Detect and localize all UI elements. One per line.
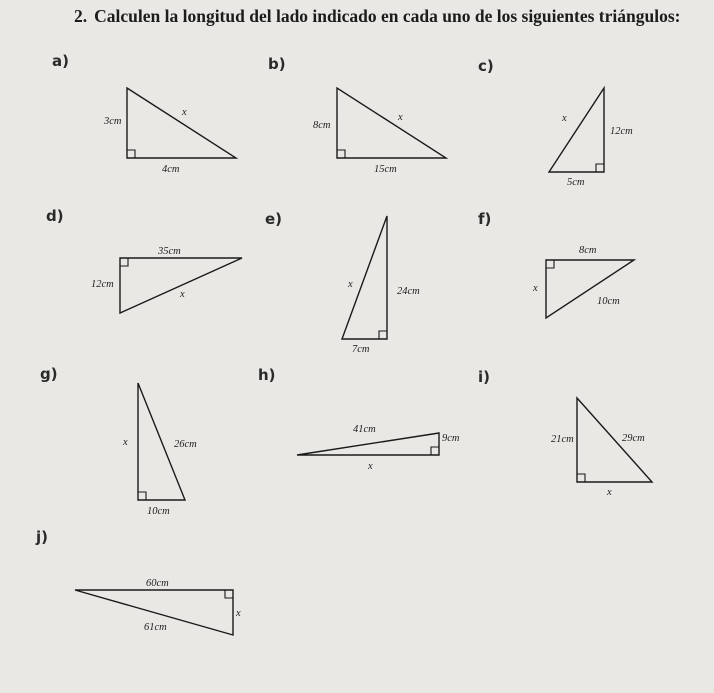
triangle-i [551,398,652,498]
problem-d-label: d) [46,207,64,225]
triangle-i-unknown: x [607,487,612,498]
triangle-f-right-angle-mark [546,260,554,268]
triangle-b-side-2: 15cm [374,164,397,175]
triangle-b-side-1: 8cm [313,120,331,131]
triangle-c-unknown: x [562,113,567,124]
triangle-c-side-1: 12cm [610,126,633,137]
triangle-i-side-1: 21cm [551,434,574,445]
triangle-b-shape [337,88,446,158]
triangle-h-side-2: 9cm [442,433,460,444]
problem-b-label: b) [268,55,286,73]
triangle-c-side-2: 5cm [567,177,585,188]
triangle-d-right-angle-mark [120,258,128,266]
triangle-f [532,245,634,318]
triangle-a-unknown: x [182,107,187,118]
triangle-h-shape [297,433,439,455]
problem-h-label: h) [258,366,276,384]
problem-i-label: i) [478,368,490,386]
problem-f-label: f) [478,210,492,228]
triangle-e [342,216,420,355]
triangle-c [549,88,633,188]
triangle-g-side-2: 10cm [147,506,170,517]
triangle-e-shape [342,216,387,339]
triangle-i-right-angle-mark [577,474,585,482]
triangle-j-right-angle-mark [225,590,233,598]
triangle-b-right-angle-mark [337,150,345,158]
triangle-c-right-angle-mark [596,164,604,172]
triangle-h-side-1: 41cm [353,424,376,435]
triangle-g-side-1: 26cm [174,439,197,450]
triangle-h-unknown: x [368,461,373,472]
problem-a-label: a) [52,52,69,70]
triangle-i-side-2: 29cm [622,433,645,444]
triangle-a-side-1: 3cm [104,116,122,127]
triangle-d-side-1: 35cm [158,246,181,257]
triangle-g-right-angle-mark [138,492,146,500]
problem-e-label: e) [265,210,283,228]
triangle-d [91,246,242,313]
triangle-a-right-angle-mark [127,150,135,158]
exercise-number: 2. [74,6,88,26]
triangle-b [313,88,446,175]
triangle-d-unknown: x [180,289,185,300]
triangle-f-unknown: x [533,283,538,294]
problem-j-label: j) [36,528,48,546]
triangle-d-shape [120,258,242,313]
triangle-c-shape [549,88,604,172]
exercise-prompt: Calculen la longitud del lado indicado en cada uno de los siguientes triángulos: [94,6,681,26]
triangle-h [297,424,460,472]
triangle-b-unknown: x [398,112,403,123]
problem-g-label: g) [40,365,58,383]
triangle-a [103,88,236,175]
triangle-j [75,578,241,635]
triangle-g-unknown: x [123,437,128,448]
triangle-f-shape [546,260,634,318]
triangle-j-unknown: x [236,608,241,619]
triangle-g [122,383,197,517]
triangle-e-side-1: 24cm [397,286,420,297]
triangle-d-side-2: 12cm [91,279,114,290]
triangle-j-side-1: 60cm [146,578,169,589]
triangle-f-side-2: 10cm [597,296,620,307]
triangle-e-unknown: x [348,279,353,290]
problem-c-label: c) [478,57,494,75]
triangle-e-side-2: 7cm [352,344,370,355]
triangle-h-right-angle-mark [431,447,439,455]
triangle-j-side-2: 61cm [144,622,167,633]
triangle-a-side-2: 4cm [162,164,180,175]
triangle-a-shape [127,88,236,158]
triangle-f-side-1: 8cm [579,245,597,256]
triangle-e-right-angle-mark [379,331,387,339]
